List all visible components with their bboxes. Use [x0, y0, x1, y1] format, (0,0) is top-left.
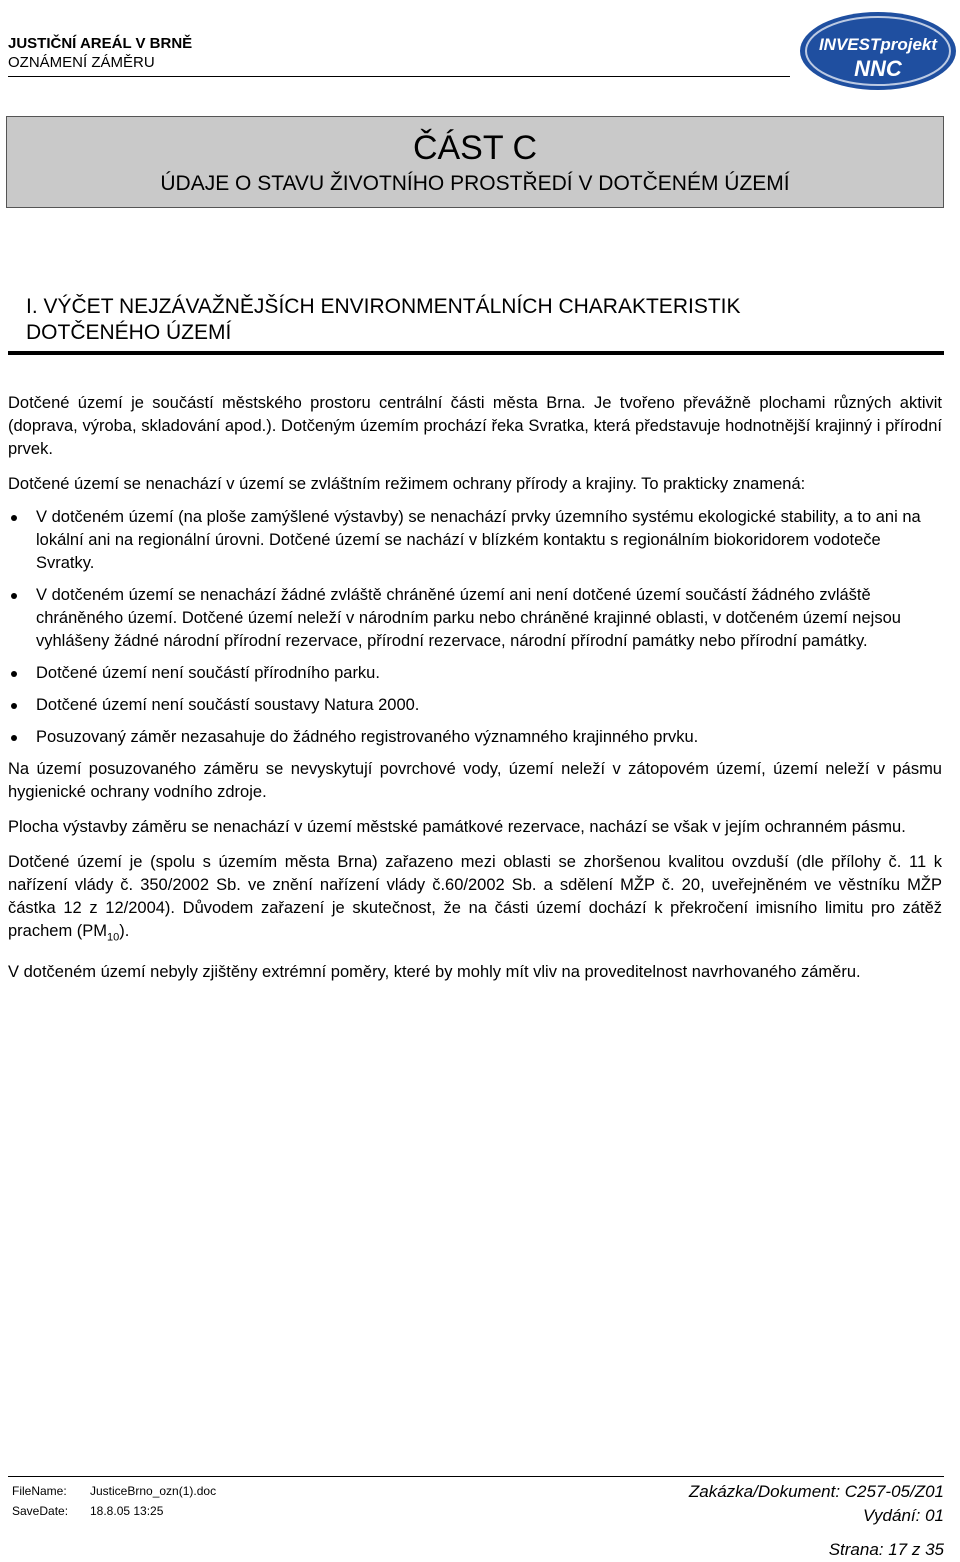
list-item: V dotčeném území (na ploše zamýšlené výstavby) se nenachází prvky územního systému ekologické stability, a to ani na lokální ani na regionální úrovni. Dotčené území se nachází v blízkém kontaktu s regionálním biokoridorem vodoteče Svratky.: [8, 506, 942, 575]
pm-subscript: 10: [107, 931, 120, 944]
part-title: ČÁST C: [412, 129, 538, 167]
header-rule: [8, 76, 790, 77]
header-org: JUSTIČNÍ AREÁL V BRNĚ: [8, 35, 193, 52]
order-number: Zakázka/Dokument: C257-05/Z01: [688, 1482, 944, 1501]
logo-graphic: [798, 10, 958, 92]
list-item: V dotčeném území se nenachází žádné zvláště chráněné území ani není dotčené území součástí žádného zvláště chráněného území. Dotčené území neleží v národním parku nebo chráněné krajinné oblasti, v dotčeném území nejsou vyhlášeny žádné národní přírodní rezervace, přírodní rezervace, národní přírodní památky nebo přírodní památky.: [8, 584, 942, 653]
document-header: [8, 34, 192, 72]
list-item: Dotčené území není součástí přírodního parku.: [8, 662, 942, 685]
paragraph-heritage-reserve: Plocha výstavby záměru se nenachází v území městské památkové rezervace, nachází se však v jejím ochranném pásmu.: [8, 818, 906, 836]
paragraph-air-quality: [8, 851, 942, 949]
filename-value: JusticeBrno_ozn(1).doc: [90, 1484, 217, 1498]
list-item: Posuzovaný záměr nezasahuje do žádného registrovaného významného krajinného prvku.: [8, 726, 942, 749]
logo-text-2: NNC: [854, 56, 902, 81]
document-body: [8, 392, 942, 996]
logo-text-1: INVESTprojekt: [818, 35, 938, 54]
issue-number: Vydání: 01: [863, 1506, 944, 1525]
part-subtitle: ÚDAJE O STAVU ŽIVOTNÍHO PROSTŘEDÍ V DOTČENÉM ÚZEMÍ: [160, 172, 790, 195]
savedate-label: SaveDate:: [12, 1504, 69, 1518]
list-item: Dotčené území není součástí soustavy Natura 2000.: [8, 694, 942, 717]
footer-file-info: [12, 1481, 216, 1521]
section-heading-line2: DOTČENÉHO ÚZEMÍ: [26, 321, 232, 344]
filename-label: FileName:: [12, 1484, 67, 1498]
page-number: Strana: 17 z 35: [828, 1540, 944, 1559]
section-rule: [8, 351, 944, 355]
footer-rule: [8, 1476, 944, 1477]
investprojekt-logo: [798, 10, 958, 92]
paragraph-surface-water: Na území posuzovaného záměru se nevyskytují povrchové vody, území neleží v zátopovém území, území neleží v pásmu hygienické ochrany vodního zdroje.: [8, 760, 942, 801]
air-quality-text: Dotčené území je (spolu s územím města Brna) zařazeno mezi oblasti se zhoršenou kvalitou ovzduší (dle přílohy č. 11 k nařízení vlády č. 350/2002 Sb. ve znění nařízení vlády č.60/2002 Sb. a sdělení MŽP č. 20, uveřejněném ve věstníku MŽP částka 12 z 12/2004). Důvodem zařazení je skutečnost, že na části území dochází k překročení imisního limitu pro zátěž prachem (PM: [8, 853, 942, 940]
section-heading-line1: I. VÝČET NEJZÁVAŽNĚJŠÍCH ENVIRONMENTÁLNÍCH CHARAKTERISTIK: [26, 295, 741, 318]
footer-document-info: [689, 1480, 944, 1562]
paragraph-area-description: Dotčené území je součástí městského prostoru centrální části města Brna. Je tvořeno převážně plochami různých aktivit (doprava, výroba, skladování apod.). Dotčeným územím prochází řeka Svratka, která představuje hodnotnější krajinný i přírodní prvek.: [8, 394, 942, 458]
section-heading: [26, 294, 926, 346]
air-quality-text-end: ).: [119, 922, 130, 940]
savedate-value: 18.8.05 13:25: [90, 1504, 164, 1518]
header-doc-type: OZNÁMENÍ ZÁMĚRU: [8, 54, 155, 71]
paragraph-protection-regime: Dotčené území se nenachází v území se zvláštním režimem ochrany přírody a krajiny. To prakticky znamená:: [8, 475, 806, 493]
paragraph-feasibility: V dotčeném území nebyly zjištěny extrémní poměry, které by mohly mít vliv na proveditelnost navrhovaného záměru.: [8, 963, 861, 982]
part-title-box: [6, 116, 944, 208]
bullet-list: [8, 506, 942, 749]
